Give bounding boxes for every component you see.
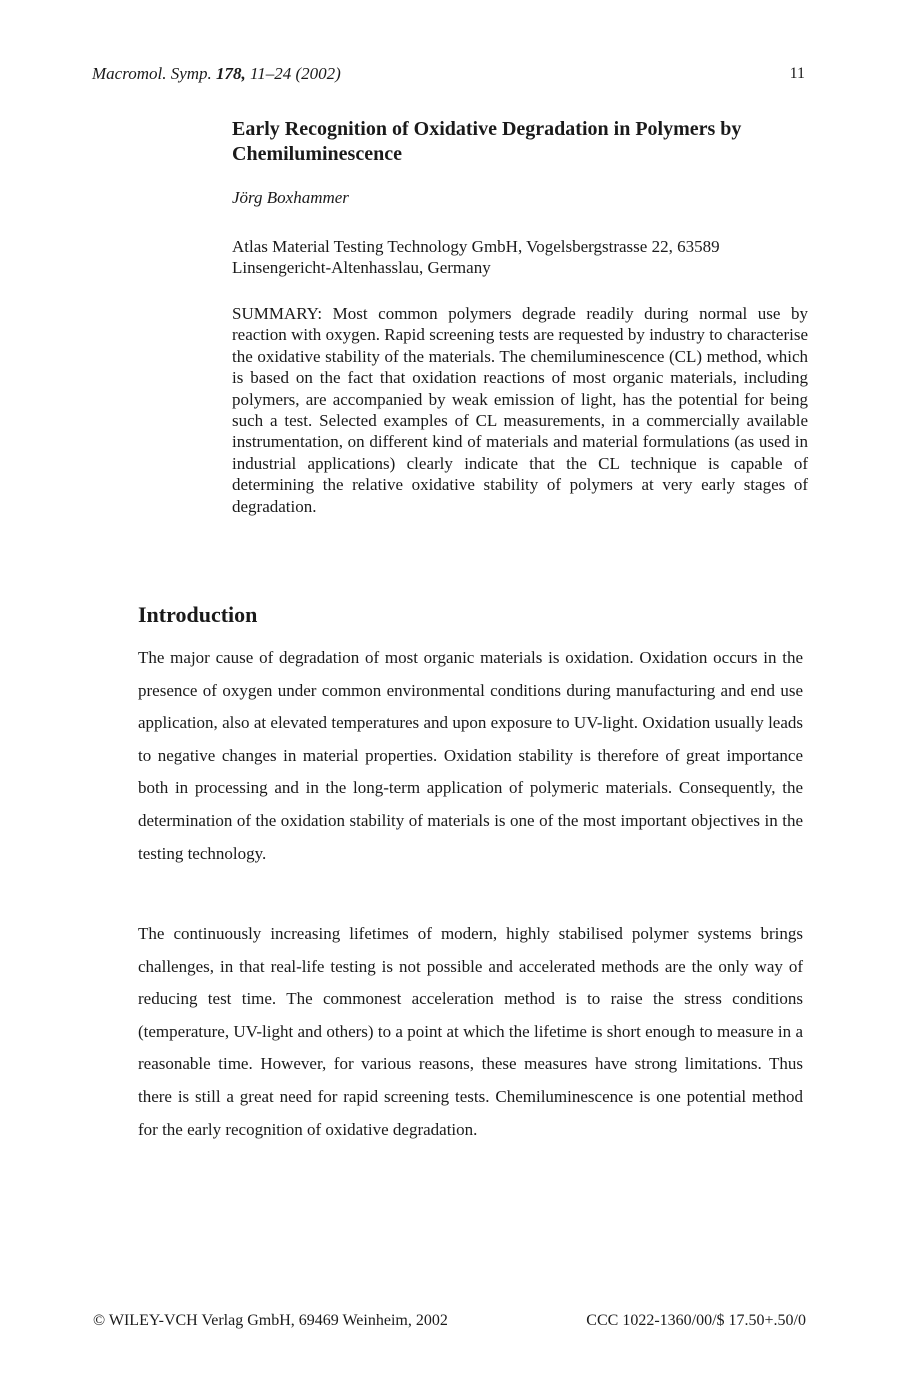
author-affiliation: Atlas Material Testing Technology GmbH, Vogelsbergstrasse 22, 63589 Linsengericht-Altenhasslau, Germany bbox=[232, 237, 720, 277]
page-number: 11 bbox=[789, 65, 805, 82]
journal-volume: 178, bbox=[216, 64, 246, 83]
copyright-notice: © WILEY-VCH Verlag GmbH, 69469 Weinheim, 2002 bbox=[93, 1312, 448, 1329]
introduction-paragraph: The continuously increasing lifetimes of modern, highly stabilised polymer systems brings challenges, in that real-life testing is not possible and accelerated methods are the only way of reducing test time. The commonest acceleration method is to raise the stress conditions (temperature, UV-light and others) to a point at which the lifetime is short enough to measure in a reasonable time. However, for various reasons, these measures have strong limitations. Thus there is still a great need for rapid screening tests. Chemiluminescence is one potential method for the early recognition of oxidative degradation. bbox=[138, 924, 803, 1139]
article-author: Jörg Boxhammer bbox=[232, 188, 349, 207]
journal-name: Macromol. Symp. bbox=[92, 64, 212, 83]
introduction-paragraph: The major cause of degradation of most organic materials is oxidation. Oxidation occurs in the presence of oxygen under common environmental conditions during manufacturing and end use application, also at elevated temperatures and upon exposure to UV-light. Oxidation usually leads to negative changes in material properties. Oxidation stability is therefore of great importance both in processing and in the long-term application of polymeric materials. Consequently, the determination of the oxidation stability of materials is one of the most important objectives in the testing technology. bbox=[138, 648, 803, 863]
section-heading-introduction: Introduction bbox=[138, 602, 258, 627]
article-summary: SUMMARY: Most common polymers degrade readily during normal use by reaction with oxygen. Rapid screening tests are requested by industry to characterise the oxidative stability of the materials. The chemiluminescence (CL) method, which is based on the fact that oxidation reactions of most organic materials, including polymers, are accompanied by weak emission of light, has the potential for being such a test. Selected examples of CL measurements, in a commercially available instrumentation, on different kind of materials and material formulations (as used in industrial applications) clearly indicate that the CL technique is capable of determining the relative oxidative stability of polymers at very early stages of degradation. bbox=[232, 304, 808, 516]
running-head bbox=[92, 64, 805, 84]
article-title: Early Recognition of Oxidative Degradation in Polymers by Chemiluminescence bbox=[232, 118, 742, 165]
journal-pages-year: 11–24 (2002) bbox=[250, 64, 341, 83]
ccc-code: CCC 1022-1360/00/$ 17.50+.50/0 bbox=[586, 1312, 806, 1329]
